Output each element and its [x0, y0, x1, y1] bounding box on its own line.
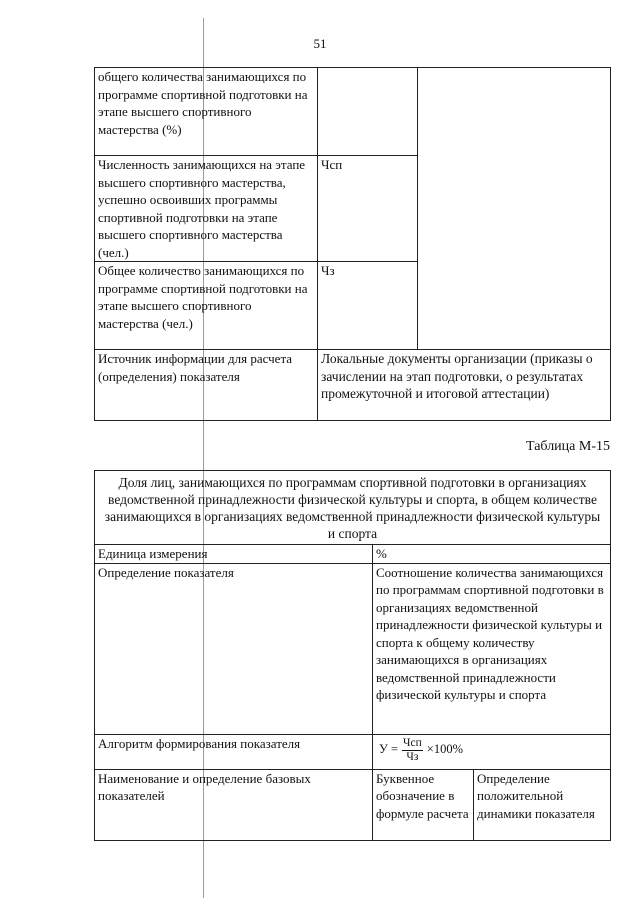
indicator-table-continued	[94, 67, 611, 421]
base-indicator-name: Численность занимающихся на этапе высшего спортивного мастерства, успешно освоивших программы спортивной подготовки на этапе высшего спортивного мастерства (чел.)	[95, 156, 318, 262]
unit-label: Единица измерения	[95, 545, 373, 564]
formula-lhs: У =	[379, 742, 399, 757]
indicator-table-m15	[94, 470, 611, 841]
base-indicator-name: общего количества занимающихся по программе спортивной подготовки на этапе высшего спортивного мастерства (%)	[95, 68, 318, 156]
formula-numerator: Чсп	[403, 736, 422, 749]
unit-value: %	[373, 545, 611, 564]
base-indicator-symbol	[318, 68, 418, 156]
formula-fraction	[402, 737, 423, 764]
symbol-column-header: Буквенное обозначение в формуле расчета	[373, 769, 474, 840]
algorithm-label: Алгоритм формирования показателя	[95, 734, 373, 769]
table-row	[95, 769, 611, 840]
base-indicator-symbol: Чз	[318, 262, 418, 350]
table-row	[95, 350, 611, 421]
page-number: 51	[313, 36, 327, 51]
algorithm-formula	[373, 734, 611, 769]
formula-rhs: ×100%	[426, 742, 463, 757]
formula	[376, 735, 607, 764]
table-row	[95, 734, 611, 769]
table-caption: Таблица М-15	[526, 439, 610, 454]
definition-label: Определение показателя	[95, 563, 373, 734]
base-indicator-name: Общее количество занимающихся по программе спортивной подготовки на этапе высшего спортивного мастерства (чел.)	[95, 262, 318, 350]
dynamics-column-header: Определение положительной динамики показателя	[474, 769, 611, 840]
source-label: Источник информации для расчета (определения) показателя	[95, 350, 318, 421]
table-row	[95, 545, 611, 564]
table-row	[95, 68, 611, 156]
indicator-title: Доля лиц, занимающихся по программам спортивной подготовки в организациях ведомственной принадлежности физической культуры и спорта, в общем количестве занимающихся в организациях ведомственной принадлежности физической культуры и спорта	[95, 471, 611, 545]
table-row	[95, 471, 611, 545]
formula-denominator: Чз	[406, 750, 419, 763]
source-value: Локальные документы организации (приказы о зачислении на этап подготовки, о результатах промежуточной и итоговой аттестации)	[318, 350, 611, 421]
definition-value: Соотношение количества занимающихся по программам спортивной подготовки в организациях ведомственной принадлежности физической культуры и спорта к общему количеству занимающихся в организациях ведомственной принадлежности физической культуры и спорта	[373, 563, 611, 734]
base-indicator-symbol: Чсп	[318, 156, 418, 262]
positive-dynamics-cell	[418, 68, 611, 350]
table-row	[95, 563, 611, 734]
base-indicators-label: Наименование и определение базовых показателей	[95, 769, 373, 840]
